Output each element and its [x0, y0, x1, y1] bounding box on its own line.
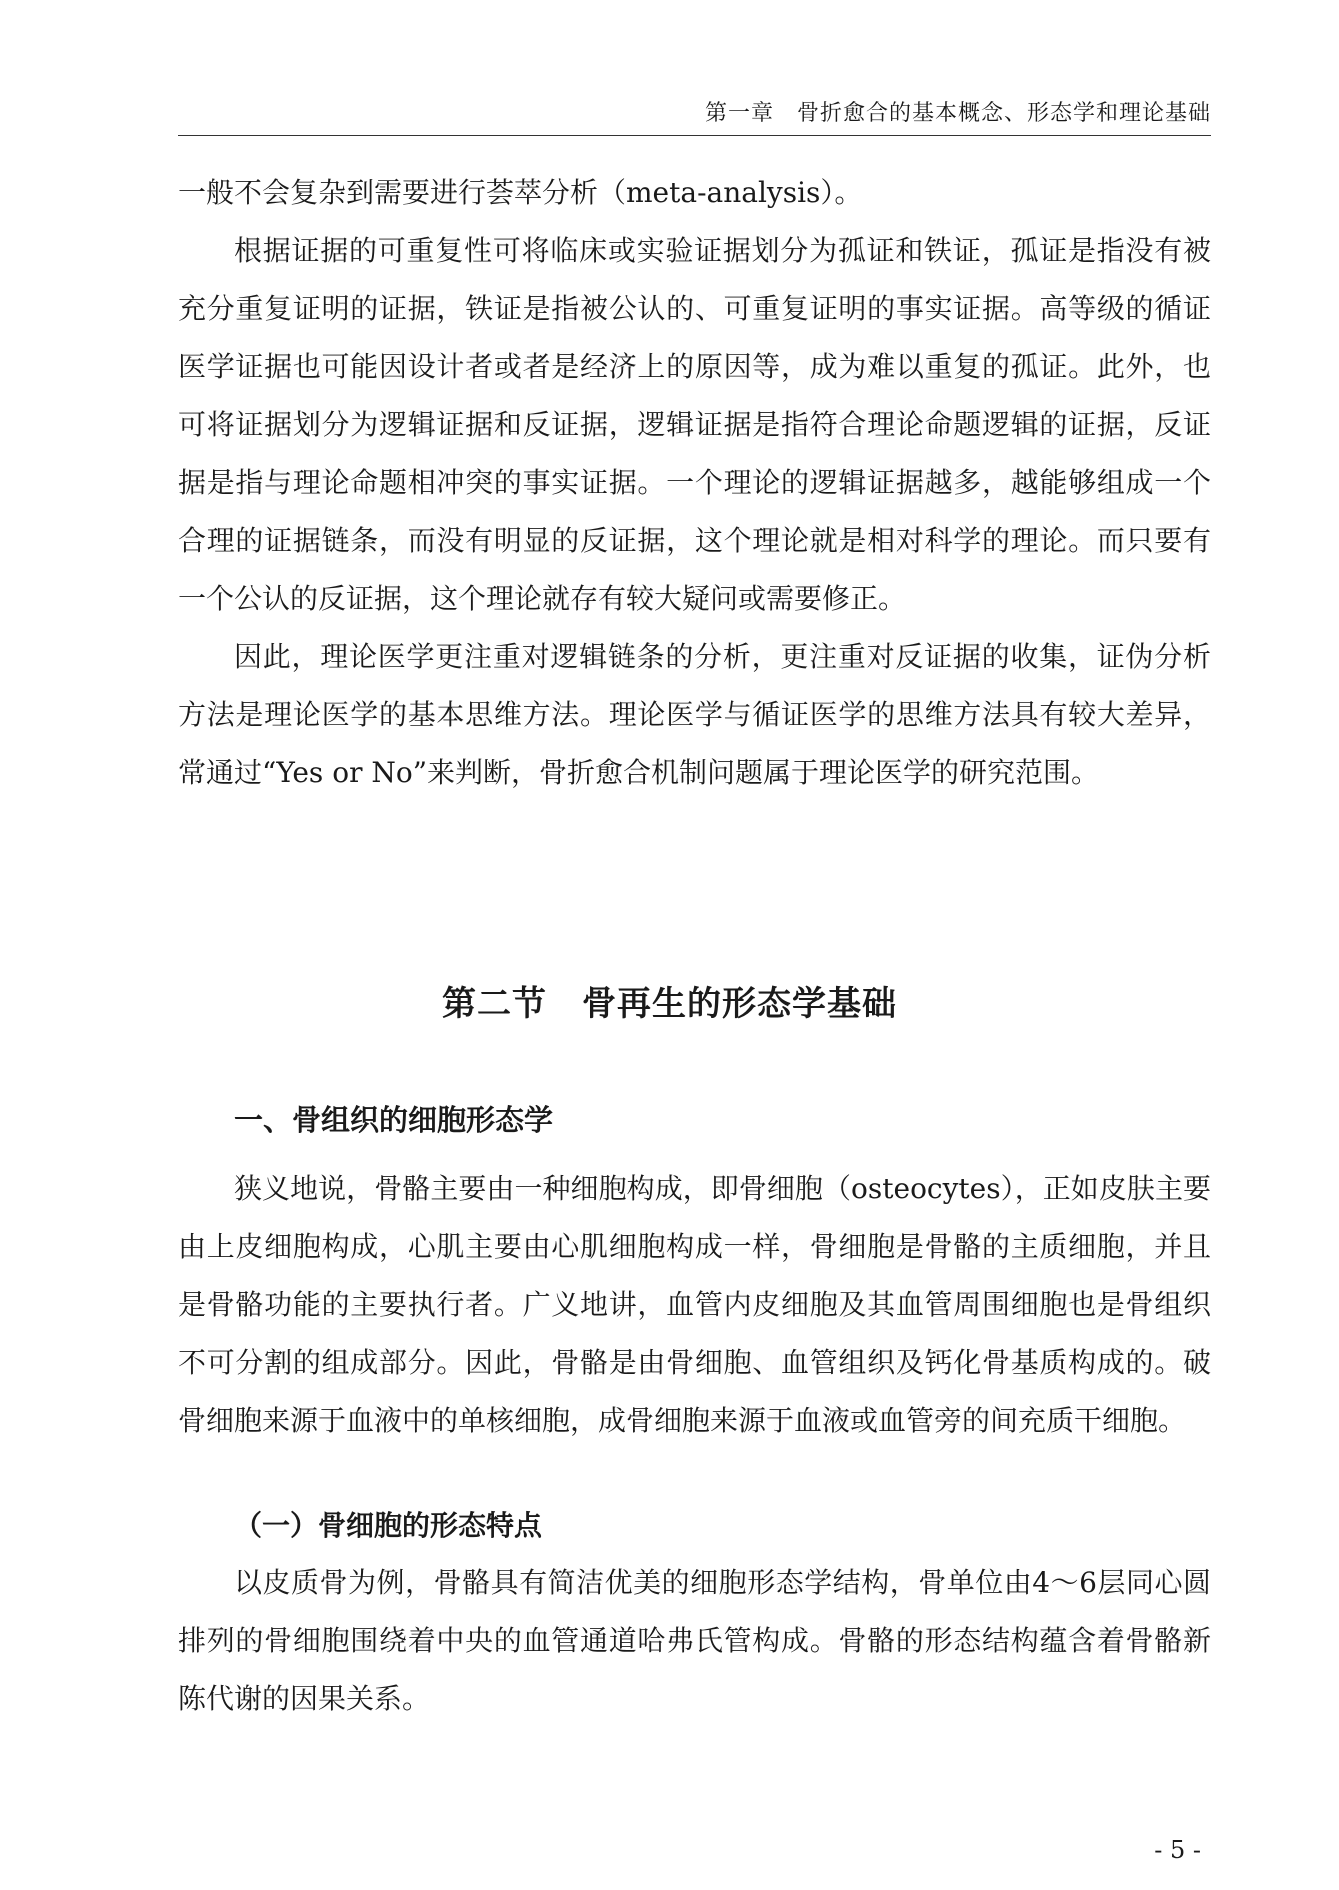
running-header: 第一章 骨折愈合的基本概念、形态学和理论基础	[704, 101, 1211, 126]
header-divider	[178, 135, 1211, 136]
paragraph-continued: 一般不会复杂到需要进行荟萃分析（meta-analysis）。	[178, 176, 863, 209]
subsection-heading: 一、骨组织的细胞形态学	[234, 1103, 554, 1137]
sub-subsection-heading: （一）骨细胞的形态特点	[234, 1509, 543, 1542]
page-number: - 5 -	[1154, 1836, 1201, 1864]
paragraph-evidence-classification: 根据证据的可重复性可将临床或实验证据划分为孤证和铁证，孤证是指没有被充分重复证明的证据，铁证是指被公认的、可重复证明的事实证据。高等级的循证医学证据也可能因设计者或者是经济上的原因等，成为难以重复的孤证。此外，也可将证据划分为逻辑证据和反证据，逻辑证据是指符合理论命题逻辑的证据，反证据是指与理论命题相冲突的事实证据。一个理论的逻辑证据越多，越能够组成一个合理的证据链条，而没有明显的反证据，这个理论就是相对科学的理论。而只要有一个公认的反证据，这个理论就存有较大疑问或需要修正。	[178, 234, 1211, 615]
paragraph-bone-cells: 狭义地说，骨骼主要由一种细胞构成，即骨细胞（osteocytes），正如皮肤主要由上皮细胞构成，心肌主要由心肌细胞构成一样，骨细胞是骨骼的主质细胞，并且是骨骼功能的主要执行者。广义地讲，血管内皮细胞及其血管周围细胞也是骨组织不可分割的组成部分。因此，骨骼是由骨细胞、血管组织及钙化骨基质构成的。破骨细胞来源于血液中的单核细胞，成骨细胞来源于血液或血管旁的间充质干细胞。	[178, 1172, 1211, 1437]
body-text-block-cell-morphology	[178, 1160, 1211, 1450]
paragraph-theoretical-medicine: 因此，理论医学更注重对逻辑链条的分析，更注重对反证据的收集，证伪分析方法是理论医学的基本思维方法。理论医学与循证医学的思维方法具有较大差异，常通过“Yes or No”来判断，骨折愈合机制问题属于理论医学的研究范围。	[178, 640, 1211, 789]
body-text-block-top	[178, 164, 1211, 802]
section-title: 第二节 骨再生的形态学基础	[442, 984, 897, 1024]
body-text-block-osteocyte-features	[178, 1554, 1211, 1728]
paragraph-cortical-bone: 以皮质骨为例，骨骼具有简洁优美的细胞形态学结构，骨单位由4～6层同心圆排列的骨细胞围绕着中央的血管通道哈弗氏管构成。骨骼的形态结构蕴含着骨骼新陈代谢的因果关系。	[178, 1566, 1211, 1715]
